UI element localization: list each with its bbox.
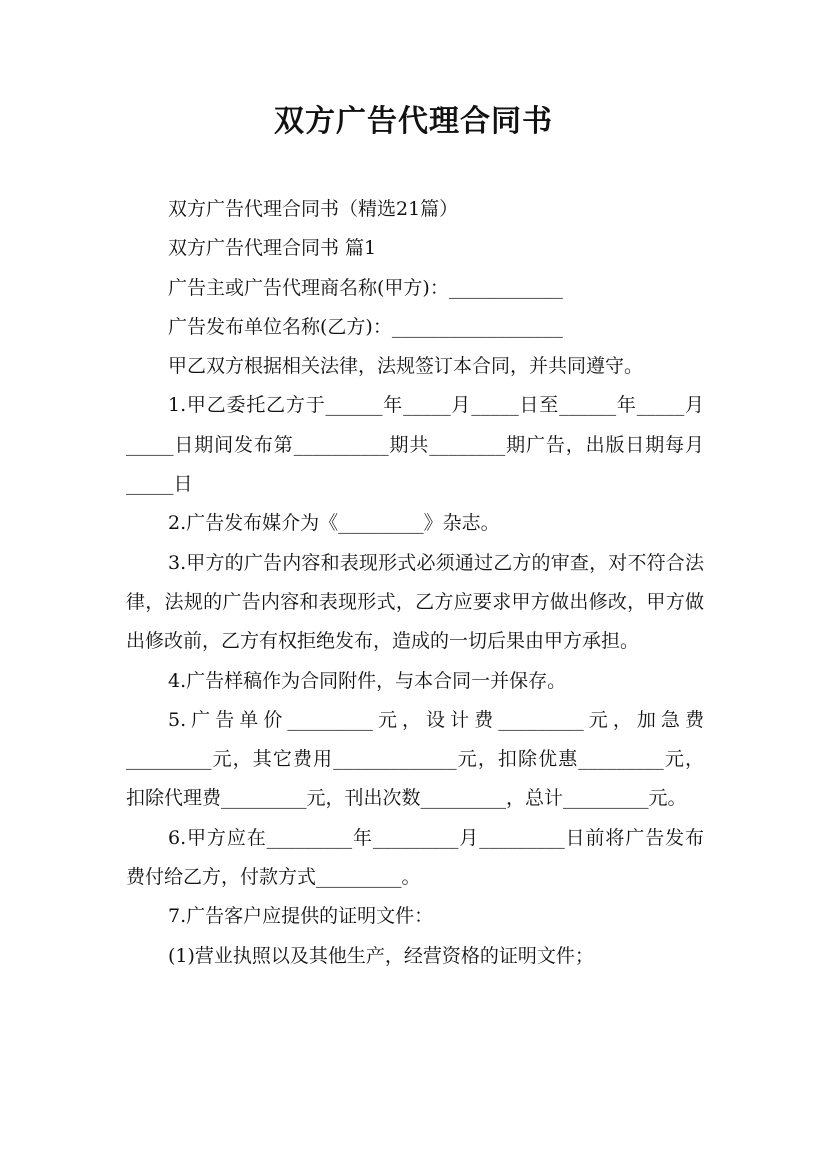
document-body <box>126 190 704 976</box>
paragraph-clause-7-1: (1)营业执照以及其他生产，经营资格的证明文件； <box>168 944 594 967</box>
paragraph-clause-1: 1.甲乙委托乙方于______年_____月_____日至______年_____月_____日期间发布第__________期共________期广告，出版日期每月_____日 <box>126 394 704 496</box>
paragraph-party-a: 广告主或广告代理商名称(甲方)：____________ <box>168 276 563 299</box>
paragraph-preamble: 甲乙双方根据相关法律，法规签订本合同，并共同遵守。 <box>168 355 644 378</box>
paragraph-clause-3: 3.甲方的广告内容和表现形式必须通过乙方的审查，对不符合法律，法规的广告内容和表现形式，乙方应要求甲方做出修改，甲方做出修改前，乙方有权拒绝发布，造成的一切后果由甲方承担。 <box>126 551 704 653</box>
paragraph-clause-6: 6.甲方应在_________年_________月_________日前将广告发布费付给乙方，付款方式_________。 <box>126 826 704 889</box>
paragraph-clause-5: 5.广告单价_________元，设计费_________元，加急费_________元，其它费用_____________元，扣除优惠_________元，扣除代理费_________元，刊出次数_________，总计_________元。 <box>126 708 704 810</box>
paragraph-section-heading: 双方广告代理合同书 篇1 <box>168 237 377 260</box>
paragraph-subtitle: 双方广告代理合同书（精选21篇） <box>168 198 459 220</box>
paragraph-clause-7: 7.广告客户应提供的证明文件： <box>168 905 434 928</box>
paragraph-clause-4: 4.广告样稿作为合同附件，与本合同一并保存。 <box>168 669 567 692</box>
paragraph-clause-2: 2.广告发布媒介为《_________》杂志。 <box>168 512 500 535</box>
document-title: 双方广告代理合同书 <box>274 104 553 139</box>
paragraph-party-b: 广告发布单位名称(乙方)：__________________ <box>168 315 563 338</box>
